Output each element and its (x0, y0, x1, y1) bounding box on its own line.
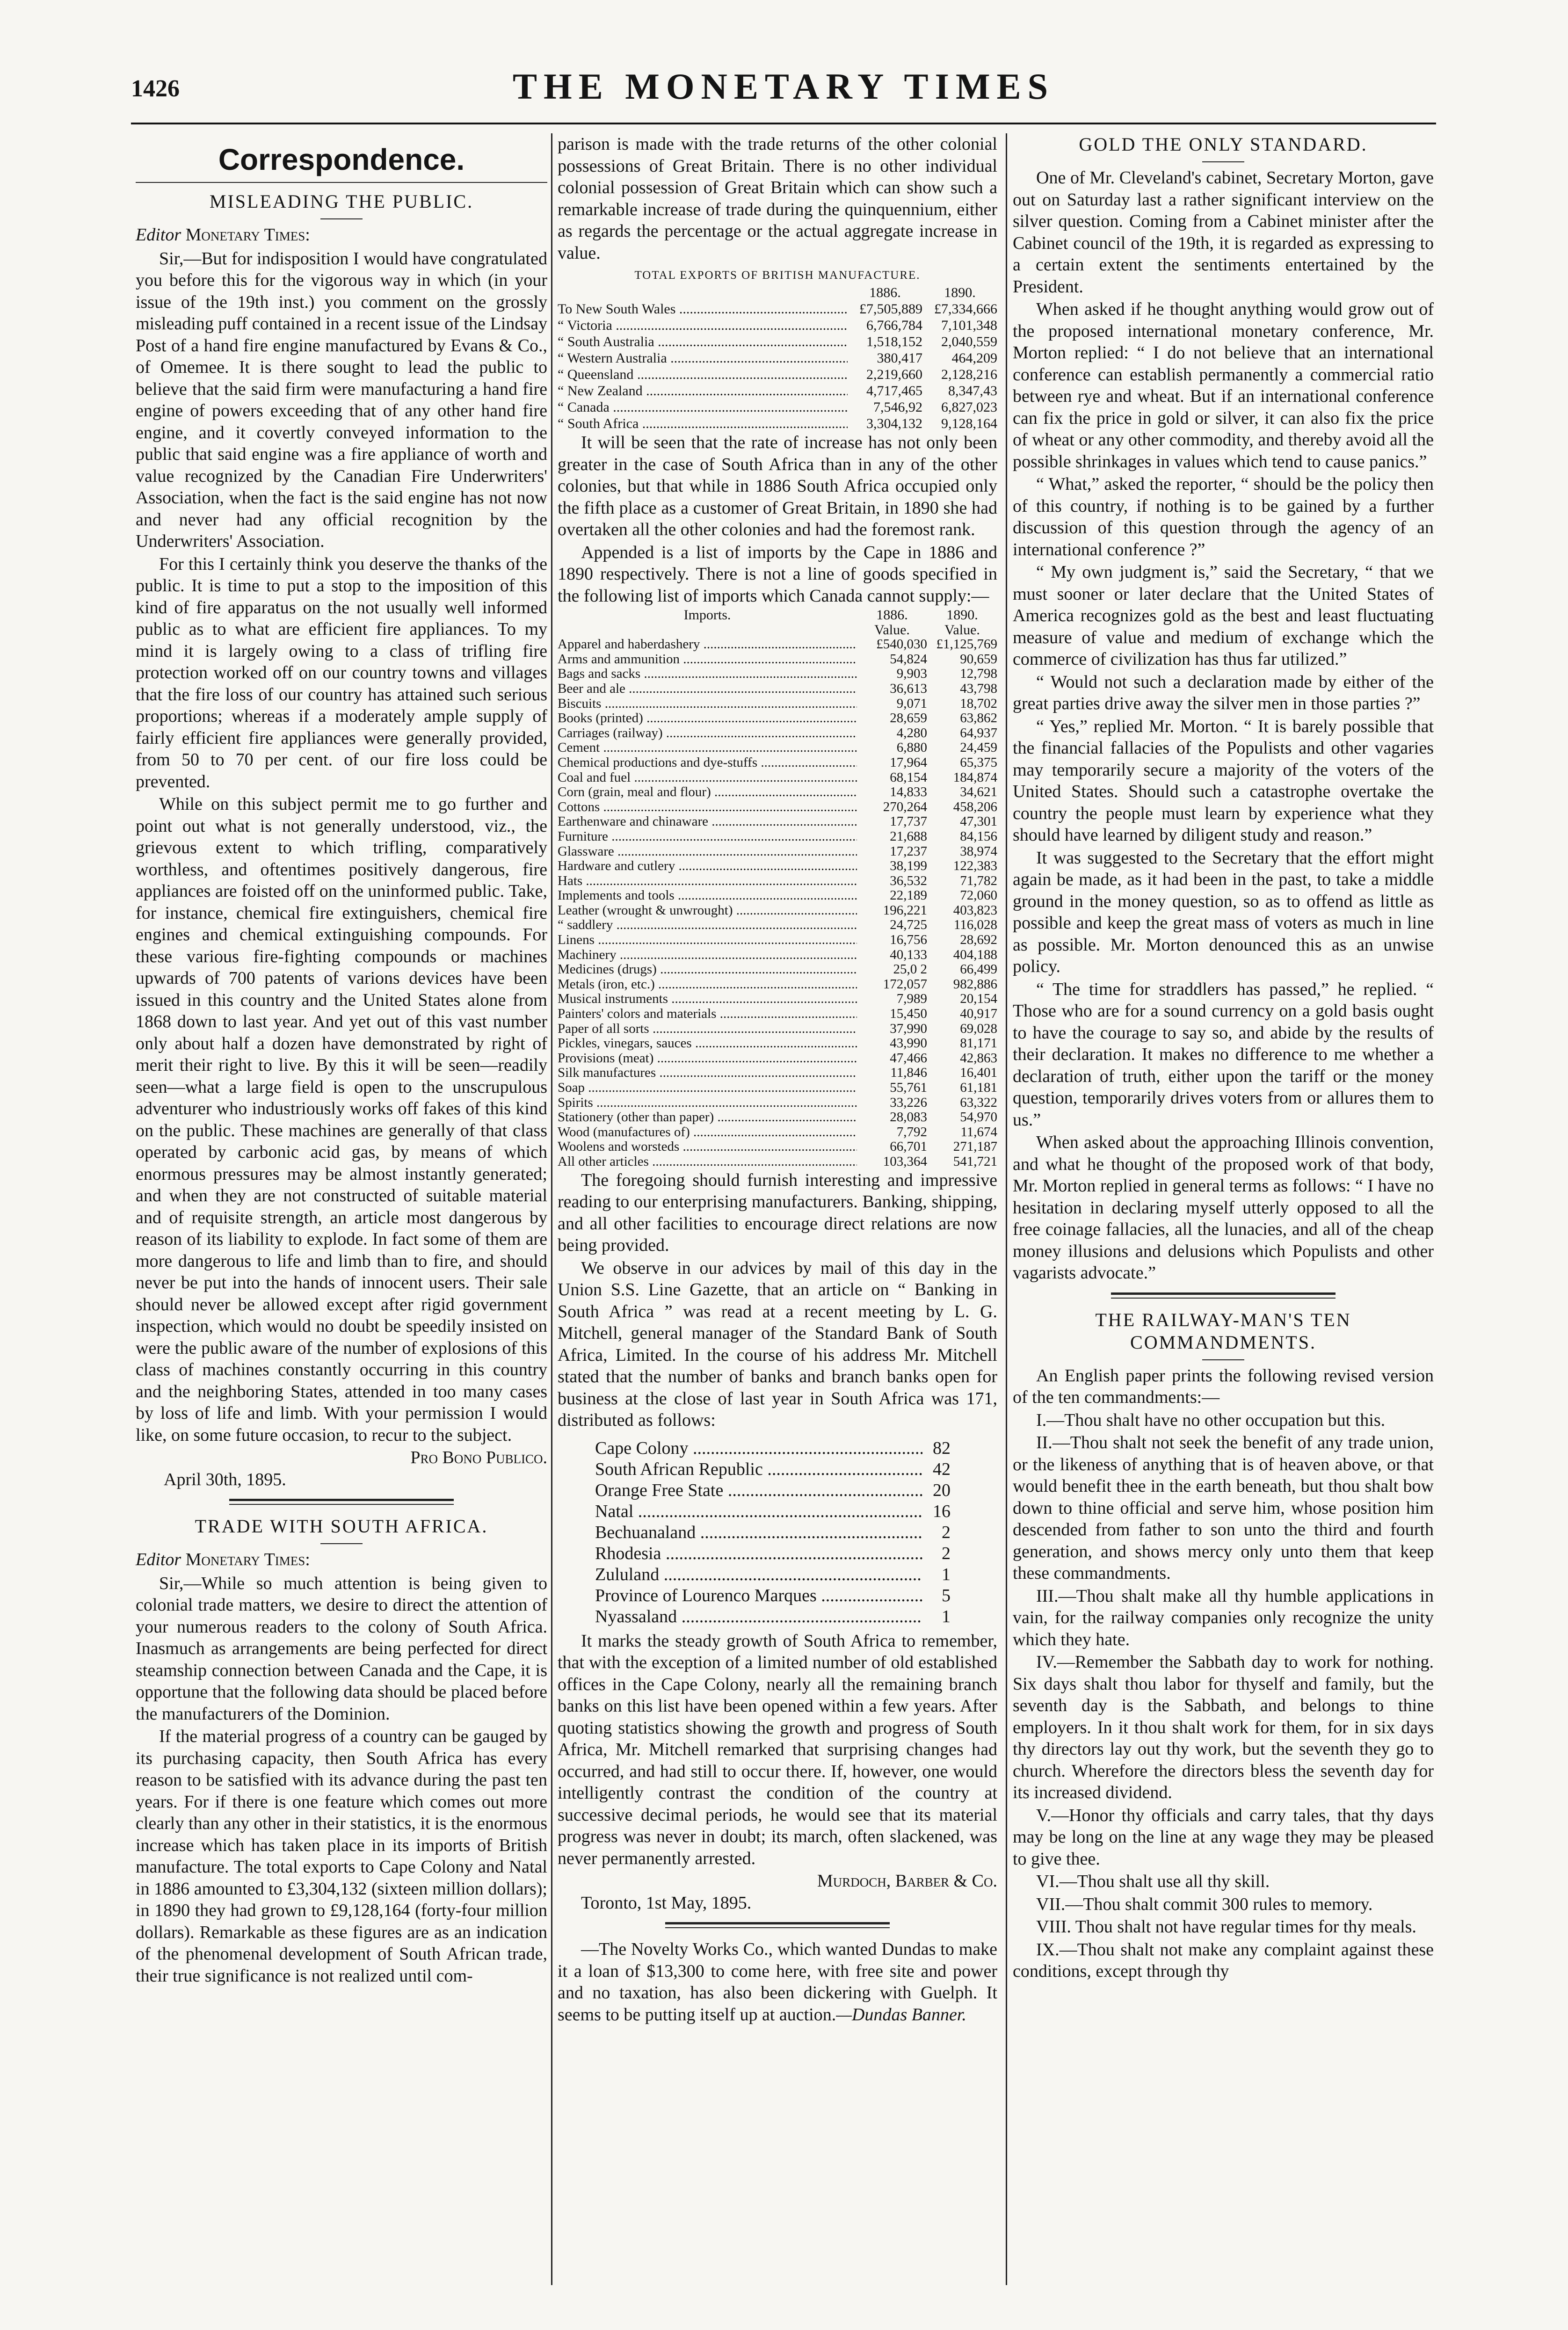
row-value: 36,532 (890, 873, 927, 888)
table-header: 1886. 1890. (869, 285, 976, 300)
row-value: 71,782 (960, 873, 997, 888)
paragraph: It was suggested to the Secretary that the effort might again be made, as it had been in the past, to take a middle ground in the money question, so as to offend as little as possible and keep the great mass of voters as much in line as possible. Mr. Morton denounced this as an unwise policy. (1013, 848, 1434, 976)
table-row (558, 977, 997, 992)
paragraph: If the material progress of a country can be gauged by its purchasing capacity, then South Africa has every reason to be satisfied with its advance during the past ten years. For if there is one feature which comes out more clearly than any other in their statistics, it is the enormous increase which has taken place in its imports of British manufacture. The total exports to Cape Colony and Natal in 1886 amounted to £3,304,132 (sixteen million dollars); in 1890 they had grown to £9,128,164 (forty-four million dollars). Remarkable as these figures are as an indication of the phenomenal development of South African trade, their true significance is not realized until com- (136, 1727, 547, 1986)
row-value: 3,304,132 (866, 416, 922, 431)
row-label: Biscuits ..... (558, 697, 857, 711)
row-value: 9,903 (896, 666, 927, 682)
paragraph: “ What,” asked the reporter, “ should be the policy then of this country, if nothing is to be gained by a further discussion of this question through the agency of an international conference ?” (1013, 474, 1434, 559)
divider (1202, 1359, 1244, 1360)
row-value: 7,101,348 (941, 318, 997, 333)
row-value: 1 (942, 1606, 951, 1626)
row-value: 270,264 (883, 799, 927, 814)
section-title: Correspondence. (218, 143, 465, 176)
row-label: Metals (iron, etc.) ..... (558, 977, 857, 992)
table-row (595, 1438, 951, 1459)
paragraph: “ Would not such a declaration made by either of the great parties drive away the silver men in those parties ?” (1013, 672, 1434, 713)
table-row (558, 1110, 997, 1125)
row-label: Stationery (other than paper) ..... (558, 1110, 857, 1125)
row-label: Cape Colony ..... (595, 1438, 922, 1459)
paragraph: “ The time for straddlers has passed,” he replied. “ Those who are for a sound currency on a gold basis ought to have the courage to say so, and abide by the results of their declaration. It makes no difference to me whether a declaration of truth, either upon the tariff or the money question, temporarily drives voters from or allures them to us.” (1013, 979, 1434, 1130)
table-row (558, 682, 997, 697)
table-row (558, 399, 997, 415)
page-header (131, 65, 1436, 117)
paragraph: It marks the steady growth of South Africa to remember, that with the exception of a limited number of old established offices in the Cape Colony, nearly all the remaining branch banks on this list have been opened within a few years. After quoting statistics showing the growth and progress of South Africa, Mr. Mitchell remarked that surprising changes had occurred, and had still to occur there. If, however, one would intelligently contrast the condition of the country at successive decimal periods, he would see that its material progress was never in doubt; its march, often slackened, was never permanently arrested. (558, 1631, 997, 1868)
row-label: “ Western Australia ..... (558, 350, 848, 366)
column-3 (1013, 133, 1434, 1983)
banks-table (595, 1438, 951, 1627)
row-value: 403,823 (953, 902, 997, 918)
table-row (558, 814, 997, 829)
row-label: “ saddlery ..... (558, 918, 857, 933)
row-value: 66,499 (960, 962, 997, 977)
row-value: 2 (942, 1543, 951, 1563)
row-label: Woolens and worsteds ..... (558, 1140, 857, 1154)
commandment: III.—Thou shalt make all thy humble applications in vain, for the railway companies only recognize the unity which they hate. (1013, 1586, 1434, 1649)
row-label: South African Republic ..... (595, 1459, 922, 1480)
table-row (558, 652, 997, 667)
table-row (558, 740, 997, 755)
row-value: 2 (942, 1522, 951, 1542)
double-rule (229, 1499, 454, 1505)
row-label: Earthenware and chinaware ..... (558, 814, 857, 829)
row-value: 11,846 (890, 1065, 927, 1081)
row-value: 54,970 (960, 1110, 997, 1125)
commandment: VIII. Thou shalt not have regular times for thy meals. (1036, 1917, 1416, 1937)
row-label: Bags and sacks ..... (558, 667, 857, 682)
row-label: “ Queensland ..... (558, 366, 848, 383)
table-row (558, 888, 997, 903)
row-label: Paper of all sorts ..... (558, 1022, 857, 1037)
row-value: 7,989 (896, 991, 927, 1007)
row-value: 28,659 (890, 711, 927, 726)
row-value: 11,674 (960, 1124, 997, 1140)
row-value: 196,221 (883, 902, 927, 918)
table-row (558, 1022, 997, 1037)
row-label: Cement ..... (558, 740, 857, 755)
table-row (595, 1501, 951, 1522)
row-label: Arms and ammunition ..... (558, 652, 857, 667)
row-value: 90,659 (960, 651, 997, 667)
news-item: —The Novelty Works Co., which wanted Dundas to make it a loan of $13,300 to come here, with free site and power and no taxation, has also been dickering with Guelph. It seems to be putting itself up at auction.—Dundas Banner. (558, 1939, 997, 2025)
row-value: 69,028 (960, 1021, 997, 1036)
table-row (558, 859, 997, 874)
row-value: 42 (933, 1459, 951, 1479)
table-row (558, 1007, 997, 1022)
table-row (558, 697, 997, 711)
row-value: 17,737 (890, 814, 927, 829)
row-value: £7,505,889 (859, 301, 922, 317)
row-label: Rhodesia ..... (595, 1543, 922, 1564)
row-value: 15,450 (890, 1006, 927, 1022)
row-label: All other articles ..... (558, 1154, 857, 1169)
commandment: IX.—Thou shalt not make any complaint against these conditions, except through thy (1013, 1939, 1434, 1981)
row-value: 1,518,152 (866, 334, 922, 349)
table-row (558, 1125, 997, 1140)
place-date: Toronto, 1st May, 1895. (581, 1893, 752, 1913)
row-value: 14,833 (890, 784, 927, 800)
row-label: Silk manufactures ..... (558, 1066, 857, 1081)
row-label: Hardware and cutlery ..... (558, 859, 857, 874)
table-row (558, 366, 997, 383)
row-value: 9,071 (896, 696, 927, 711)
row-value: 68,154 (890, 769, 927, 785)
paragraph: While on this subject permit me to go further and point out what is not generally understood, viz., the grievous extent to which trifling, comparatively worthless, and oftentimes positively dangerous, fire appliances are foisted off on the uninformed public. Take, for instance, chemical fire extinguishers, chemical fire engines and chemical extinguishing compounds. For these various fire-fighting compounds or machines upwards of 700 patents of varions devices have been issued in this country and the United States alone from 1868 down to last year. And yet out of this vast number only about half a dozen have demonstrated by right of merit their right to live. By this it will be seen—readily seen—what a large field is open to the unscrupulous adventurer who industriously works off fakes of this kind on the public. These machines are generally of that class operated by carbonic acid gas, by means of which enormous pressures may be almost instantly generated; and when they are not constructed of suitable material and of requisite strength, an article most dangerous by reason of its liability to explode. In fact some of them are more dangerous to life and limb than to fire, and should never be put into the hands of innocent users. Their sale should never be allowed except after rigid government inspection, which would no doubt be speedily insisted on were the public aware of the number of explosions of this class of machines constantly occurring in this country and the neighboring States, attended in too many cases by loss of life and limb. With your permission I would like, on some future occasion, to recur to the subject. (136, 794, 547, 1445)
table-row (558, 918, 997, 933)
row-value: 33,226 (890, 1095, 927, 1110)
masthead: THE MONETARY TIMES (513, 66, 1054, 107)
paragraph: parison is made with the trade returns of the other colonial possessions of Great Britain. There is no other individual colonial possession of Great Britain which can show such a remarkable increase of trade during the quinquennium, either as regards the percentage or the actual aggregate increase in value. (558, 134, 997, 263)
row-value: 103,364 (883, 1154, 927, 1169)
row-value: 12,798 (960, 666, 997, 682)
row-value: 40,133 (890, 947, 927, 962)
row-value: 2,128,216 (941, 367, 997, 382)
row-label: Medicines (drugs) ..... (558, 962, 857, 977)
row-label: “ Victoria ..... (558, 317, 848, 334)
row-value: 2,040,559 (941, 334, 997, 349)
table-row (558, 726, 997, 741)
row-value: 63,322 (960, 1095, 997, 1110)
row-value: 24,725 (890, 917, 927, 933)
row-value: 271,187 (953, 1139, 997, 1154)
table-row (558, 637, 997, 652)
row-label: Zululand ..... (595, 1564, 922, 1585)
commandment: IV.—Remember the Sabbath day to work for nothing. Six days shalt thou labor for thyself and family, but the seventh day is the Sabbath, and belongs to thine employers. In it thou shalt work for them, for in six days thy directors lay out thy work, but the seventh they go to church. Wherefore the directors bless the seventh day for its increased dividend. (1013, 1652, 1434, 1802)
row-value: £1,125,769 (936, 637, 997, 652)
table-row (558, 711, 997, 726)
table-row (595, 1480, 951, 1501)
row-label: Apparel and haberdashery ..... (558, 637, 857, 652)
row-label: Pickles, vinegars, sauces ..... (558, 1036, 857, 1051)
commandment: I.—Thou shalt have no other occupation but this. (1036, 1410, 1386, 1430)
row-value: 16 (933, 1501, 951, 1521)
row-label: Leather (wrought & unwrought) ..... (558, 903, 857, 918)
commandment: II.—Thou shalt not seek the benefit of any trade union, or the likeness of anything that is of heaven above, or that would benefit thee in the earth beneath, but thou shalt bow down to thine official and serve him, whose position him descended from father to son unto the third and fourth generation, and shows mercy only unto them that keep these commandments. (1013, 1433, 1434, 1583)
row-label: Soap ..... (558, 1081, 857, 1096)
row-value: 184,874 (953, 769, 997, 785)
row-value: 84,156 (960, 828, 997, 844)
row-label: Hats ..... (558, 874, 857, 889)
table-row (558, 350, 997, 366)
article-heading: GOLD THE ONLY STANDARD. (1079, 134, 1368, 155)
table-row (558, 383, 997, 399)
table-row (558, 1036, 997, 1051)
row-value: 61,181 (960, 1080, 997, 1095)
salutation: Editor Monetary Times: (136, 225, 310, 245)
table-row (558, 667, 997, 682)
row-value: 8,347,43 (948, 383, 997, 399)
row-value: 17,964 (890, 755, 927, 770)
paragraph: When asked if he thought anything would grow out of the proposed international monetary conference, Mr. Morton replied: “ I do not believe that an international conference can establish permanently a commercial ratio between rye and wheat. But if an international conference can fix the price in gold or silver, it can also fix the price of wheat or any other commodity, and thereby avoid all the possible shrinkages in values which tend to cause panics.” (1013, 299, 1434, 472)
row-label: “ South Africa ..... (558, 415, 848, 432)
row-label: Furniture ..... (558, 829, 857, 844)
row-label: Natal ..... (595, 1501, 922, 1522)
row-label: Painters' colors and materials ..... (558, 1007, 857, 1022)
column-2 (558, 133, 997, 2026)
row-label: “ South Australia ..... (558, 334, 848, 350)
row-label: Bechuanaland ..... (595, 1522, 922, 1543)
row-value: 43,798 (960, 681, 997, 696)
imports-table (558, 608, 997, 1169)
paragraph: For this I certainly think you deserve the thanks of the public. It is time to put a stop to the imposition of this kind of fire apparatus on the not usually well informed public as to what are efficient fire appliances. To my mind it is largely owing to a class of trifling fire protection worked off on our country towns and villages that the fire loss of our country has attained such serious proportions; whereas if a moderately ample supply of fairly efficient fire appliances were generally provided, from 50 to 70 per cent. of our fire loss could be prevented. (136, 554, 547, 791)
row-label: Cottons ..... (558, 800, 857, 815)
row-value: 404,188 (953, 947, 997, 962)
row-value: 122,383 (953, 858, 997, 874)
row-label: Chemical productions and dye-stuffs ..... (558, 755, 857, 770)
row-value: 65,375 (960, 755, 997, 770)
table-row (595, 1522, 951, 1543)
divider (320, 1543, 363, 1544)
paragraph: It will be seen that the rate of increase has not only been greater in the case of South Africa than in any of the other colonies, but that while in 1886 South Africa occupied only the fifth place as a customer of Great Britain, in 1890 she had overtaken all the other colonies and had the foremost rank. (558, 433, 997, 539)
table-caption: TOTAL EXPORTS OF BRITISH MANUFACTURE. (634, 269, 921, 282)
salutation: Editor Monetary Times: (136, 1550, 310, 1569)
row-label: Musical instruments ..... (558, 992, 857, 1007)
paragraph: Sir,—While so much attention is being given to colonial trade matters, we desire to direct the attention of your numerous readers to the colony of South Africa. Inasmuch as arrangements are being perfected for direct steamship connection between Canada and the Cape, it is opportune that the following data should be placed before the manufacturers of the Dominion. (136, 1573, 547, 1724)
row-label: Province of Lourenco Marques ..... (595, 1585, 922, 1606)
paragraph: “ Yes,” replied Mr. Morton. “ It is barely possible that the financial fallacies of the Populists and other vagaries may temporarily secure a majority of the voters of the United States. Should such a catastrophe overtake the country the people must learn by experience what they should have learned by diligent study and reason.” (1013, 716, 1434, 845)
row-value: 28,083 (890, 1110, 927, 1125)
table-row (595, 1585, 951, 1606)
table-row (558, 1140, 997, 1154)
paragraph: Appended is a list of imports by the Cape in 1886 and 1890 respectively. There is not a line of goods specified in the following list of imports which Canada cannot supply:— (558, 542, 997, 606)
row-value: 54,824 (890, 651, 927, 667)
row-label: Implements and tools ..... (558, 888, 857, 903)
row-label: Linens ..... (558, 933, 857, 948)
commandment: VII.—Thou shalt commit 300 rules to memory. (1036, 1894, 1373, 1914)
column-rule (1006, 133, 1007, 2285)
row-value: 6,827,023 (941, 399, 997, 415)
row-label: Books (printed) ..... (558, 711, 857, 726)
table-row (558, 317, 997, 334)
row-label: Provisions (meat) ..... (558, 1051, 857, 1066)
row-value: 37,990 (890, 1021, 927, 1036)
row-value: 40,917 (960, 1006, 997, 1022)
row-value: 17,237 (890, 843, 927, 859)
row-value: 47,466 (890, 1050, 927, 1066)
row-value: 1 (942, 1564, 951, 1584)
header-rule (131, 123, 1436, 124)
row-value: 72,060 (960, 888, 997, 903)
page-number: 1426 (131, 75, 180, 102)
row-value: 9,128,164 (941, 416, 997, 431)
table-row (558, 829, 997, 844)
row-value: 5 (942, 1585, 951, 1605)
column-1 (136, 133, 547, 1988)
paragraph: The foregoing should furnish interesting and impressive reading to our enterprising manufacturers. Banking, shipping, and all other facilities to encourage direct relations are now being provided. (558, 1170, 997, 1256)
row-value: 34,621 (960, 784, 997, 800)
paragraph: One of Mr. Cleveland's cabinet, Secretary Morton, gave out on Saturday last a rather significant interview on the silver question. Coming from a Cabinet minister after the Cabinet council of the 19th, it is regarded as expressing to a certain extent the sentiments entertained by the President. (1013, 168, 1434, 297)
exports-table (558, 284, 997, 432)
table-row (558, 1096, 997, 1111)
paragraph: When asked about the approaching Illinois convention, and what he thought of the proposed work of that body, Mr. Morton replied in general terms as follows: “ I have no hesitation in declaring myself utterly opposed to all the free coinage fallacies, all the lunacies, and all of the cheap money illusions and delusions which Populists and other vagarists advocate.” (1013, 1132, 1434, 1283)
row-value: 66,701 (890, 1139, 927, 1154)
row-label: “ New Zealand ..... (558, 383, 848, 399)
row-value: 541,721 (953, 1154, 997, 1169)
row-value: 464,209 (951, 350, 997, 366)
table-row (558, 874, 997, 889)
table-row (595, 1543, 951, 1564)
row-value: 81,171 (960, 1036, 997, 1051)
table-row (558, 800, 997, 815)
row-value: 982,886 (953, 976, 997, 992)
commandment: V.—Honor thy officials and carry tales, that thy days may be long on the line at any wage they may be pleased to give thee. (1013, 1805, 1434, 1869)
row-label: To New South Wales ..... (558, 301, 848, 317)
row-value: 380,417 (877, 350, 922, 366)
table-row (558, 1051, 997, 1066)
row-value: 6,766,784 (866, 318, 922, 333)
table-row (558, 948, 997, 963)
paragraph: We observe in our advices by mail of this day in the Union S.S. Line Gazette, that an article on “ Banking in South Africa ” was read at a recent meeting by L. G. Mitchell, general manager of the Standard Bank of South Africa, Limited. In the course of his address Mr. Mitchell stated that the number of banks and branch banks open for business at the close of last year in South Africa was 171, distributed as follows: (558, 1258, 997, 1430)
commandment: VI.—Thou shalt use all thy skill. (1036, 1872, 1270, 1891)
row-value: £7,334,666 (934, 301, 997, 317)
row-value: 38,974 (960, 843, 997, 859)
row-value: 55,761 (890, 1080, 927, 1095)
table-row (595, 1459, 951, 1480)
row-value: 16,756 (890, 932, 927, 948)
table-row (558, 844, 997, 859)
row-value: 42,863 (960, 1050, 997, 1066)
row-label: Wood (manufactures of) ..... (558, 1125, 857, 1140)
row-value: 82 (933, 1438, 951, 1458)
row-value: 21,688 (890, 828, 927, 844)
column-rule (551, 133, 552, 2285)
row-value: 63,862 (960, 711, 997, 726)
row-label: Corn (grain, meal and flour) ..... (558, 785, 857, 800)
row-value: 22,189 (890, 888, 927, 903)
table-row (595, 1564, 951, 1585)
signature: Murdoch, Barber & Co. (817, 1871, 997, 1891)
article-heading: MISLEADING THE PUBLIC. (209, 191, 474, 212)
paragraph: Sir,—But for indisposition I would have congratulated you before this for the vigorous way in which (in your issue of the 19th inst.) you comment on the grossly misleading puff contained in a recent issue of the Lindsay Post of a hand fire engine manufactured by Evans & Co., of Omemee. It is there sought to lead the public to believe that the said firm were manufacturing a hand fire engine of powers exceeding that of any other hand fire engine, and it covertly conveyed information to the public that said engine was a fire appliance of worth and value recognized by the Canadian Fire Underwriters' Association, when the fact is the said engine has not now and never had any official recognition by the Underwriters' Association. (136, 248, 547, 551)
row-label: Orange Free State ..... (595, 1480, 922, 1501)
paragraph: “ My own judgment is,” said the Secretary, “ that we must sooner or later declare that the United States of America recognizes gold as the best and least fluctuating measure of value and medium of exchange which the commerce of civilization has thus far utilized.” (1013, 562, 1434, 669)
row-label: Beer and ale ..... (558, 682, 857, 697)
article-heading: TRADE WITH SOUTH AFRICA. (195, 1516, 488, 1537)
row-value: 24,459 (960, 740, 997, 755)
table-header: Imports. 1886. Value. 1890. Value. (683, 607, 980, 638)
row-value: 6,880 (896, 740, 927, 755)
row-value: 20 (933, 1480, 951, 1500)
row-label: Nyassaland ..... (595, 1606, 922, 1627)
row-value: 7,792 (896, 1124, 927, 1140)
row-value: 16,401 (960, 1065, 997, 1081)
row-value: 64,937 (960, 725, 997, 740)
table-row (558, 755, 997, 770)
table-row (558, 334, 997, 350)
article-heading: THE RAILWAY-MAN'S TEN COMMANDMENTS. (1095, 1309, 1351, 1353)
table-row (558, 301, 997, 317)
table-row (558, 415, 997, 432)
table-row (558, 903, 997, 918)
table-row (558, 933, 997, 948)
table-row (558, 1081, 997, 1096)
row-value: £540,030 (876, 637, 927, 652)
divider (1202, 161, 1244, 162)
table-row (558, 770, 997, 785)
row-value: 38,199 (890, 858, 927, 874)
signature: Pro Bono Publico. (410, 1448, 547, 1467)
divider (136, 182, 547, 183)
table-row (558, 1154, 997, 1169)
row-value: 4,717,465 (866, 383, 922, 399)
row-value: 18,702 (960, 696, 997, 711)
double-rule (1111, 1292, 1336, 1299)
double-rule (665, 1922, 890, 1928)
row-label: Carriages (railway) ..... (558, 726, 857, 741)
row-label: Coal and fuel ..... (558, 770, 857, 785)
row-label: “ Canada ..... (558, 399, 848, 415)
row-value: 47,301 (960, 814, 997, 829)
row-value: 36,613 (890, 681, 927, 696)
row-value: 7,546,9​2 (873, 399, 922, 415)
row-value: 25,0 2 (893, 962, 927, 977)
paragraph: An English paper prints the following revised version of the ten commandments:— (1013, 1365, 1434, 1407)
row-value: 458,206 (953, 799, 997, 814)
row-label: Glassware ..... (558, 844, 857, 859)
row-value: 172,057 (883, 976, 927, 992)
row-label: Machinery ..... (558, 948, 857, 963)
row-value: 43,990 (890, 1036, 927, 1051)
row-value: 2,219,660 (866, 367, 922, 382)
divider (320, 218, 363, 219)
row-value: 4,280 (896, 725, 927, 740)
table-row (558, 1066, 997, 1081)
table-row (558, 785, 997, 800)
table-row (595, 1606, 951, 1627)
row-label: Spirits ..... (558, 1096, 857, 1111)
table-row (558, 962, 997, 977)
row-value: 20,154 (960, 991, 997, 1007)
row-value: 116,028 (953, 917, 997, 933)
row-value: 28,692 (960, 932, 997, 948)
letter-date: April 30th, 1895. (164, 1469, 286, 1489)
table-row (558, 992, 997, 1007)
